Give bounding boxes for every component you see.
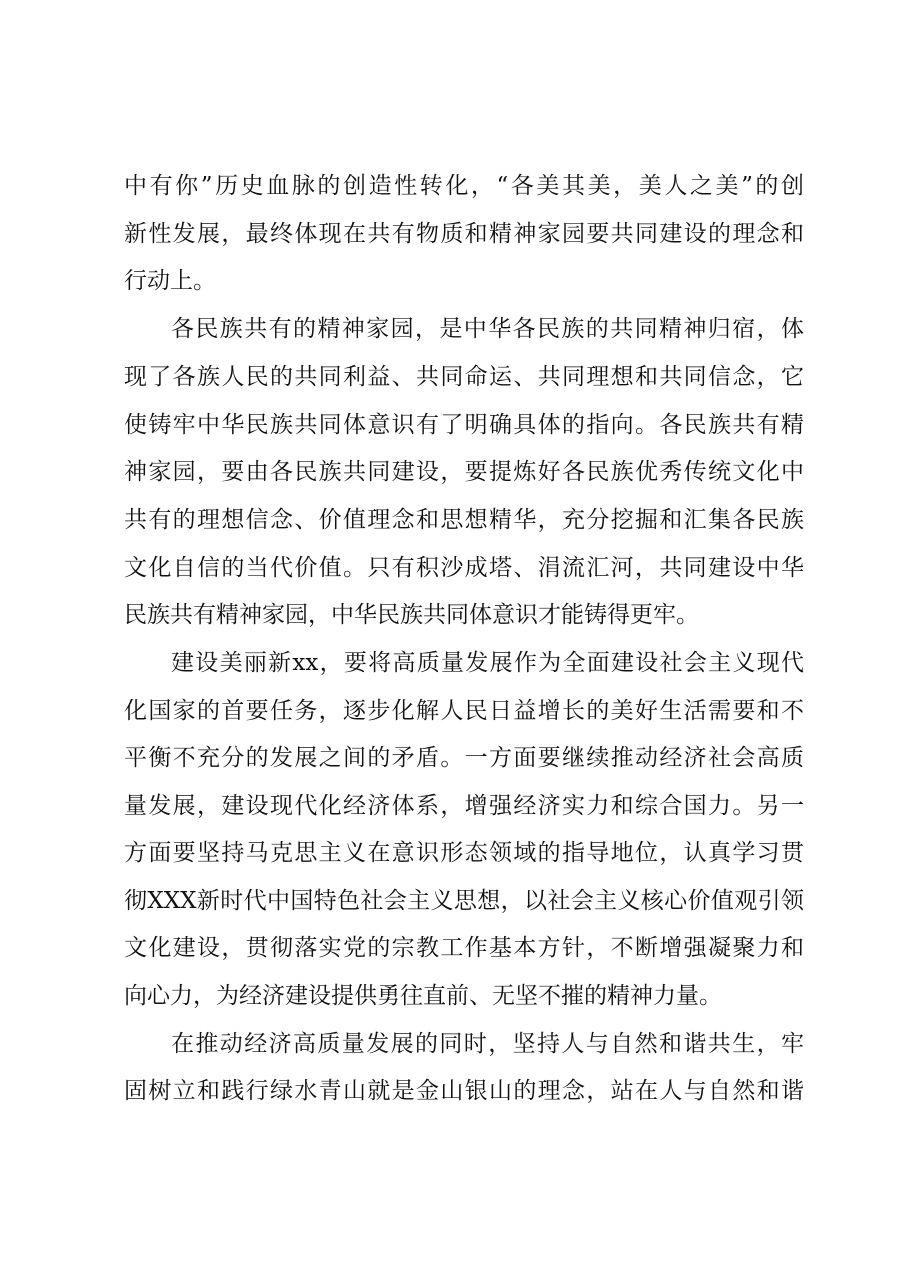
text-line: 中有你”历史血脉的创造性转化，“各美其美，美人之美”的创 — [124, 173, 804, 199]
text-line: 方面要坚持马克思主义在意识形态领域的指导地位，认真学习贯 — [124, 840, 804, 866]
text-line: 彻XXX新时代中国特色社会主义思想，以社会主义核心价值观引领 — [124, 888, 804, 914]
text-line: 化国家的首要任务，逐步化解人民日益增长的美好生活需要和不 — [124, 698, 804, 724]
text-line: 量发展，建设现代化经济体系，增强经济实力和综合国力。另一 — [124, 793, 804, 819]
text-line: 固树立和践行绿水青山就是金山银山的理念，站在人与自然和谐 — [124, 1078, 804, 1104]
text-line: 平衡不充分的发展之间的矛盾。一方面要继续推动经济社会高质 — [124, 745, 804, 771]
text-line: 文化自信的当代价值。只有积沙成塔、涓流汇河，共同建设中华 — [124, 555, 804, 581]
text-line: 新性发展，最终体现在共有物质和精神家园要共同建设的理念和 — [124, 221, 804, 247]
text-line: 使铸牢中华民族共同体意识有了明确具体的指向。各民族共有精 — [124, 412, 804, 438]
text-line: 在推动经济高质量发展的同时，坚持人与自然和谐共生，牢 — [171, 1031, 804, 1057]
text-line: 各民族共有的精神家园，是中华各民族的共同精神归宿，体 — [171, 316, 804, 342]
text-line: 建设美丽新xx，要将高质量发展作为全面建设社会主义现代 — [171, 650, 804, 676]
text-line: 文化建设，贯彻落实党的宗教工作基本方针，不断增强凝聚力和 — [124, 935, 804, 961]
text-line: 共有的理想信念、价值理念和思想精华，充分挖掘和汇集各民族 — [124, 507, 804, 533]
text-line: 民族共有精神家园，中华民族共同体意识才能铸得更牢。 — [124, 602, 699, 628]
text-line: 现了各族人民的共同利益、共同命运、共同理想和共同信念，它 — [124, 364, 804, 390]
text-line: 行动上。 — [124, 268, 216, 294]
text-line: 神家园，要由各民族共同建设，要提炼好各民族优秀传统文化中 — [124, 459, 804, 485]
text-line: 向心力，为经济建设提供勇往直前、无坚不摧的精神力量。 — [124, 983, 722, 1009]
